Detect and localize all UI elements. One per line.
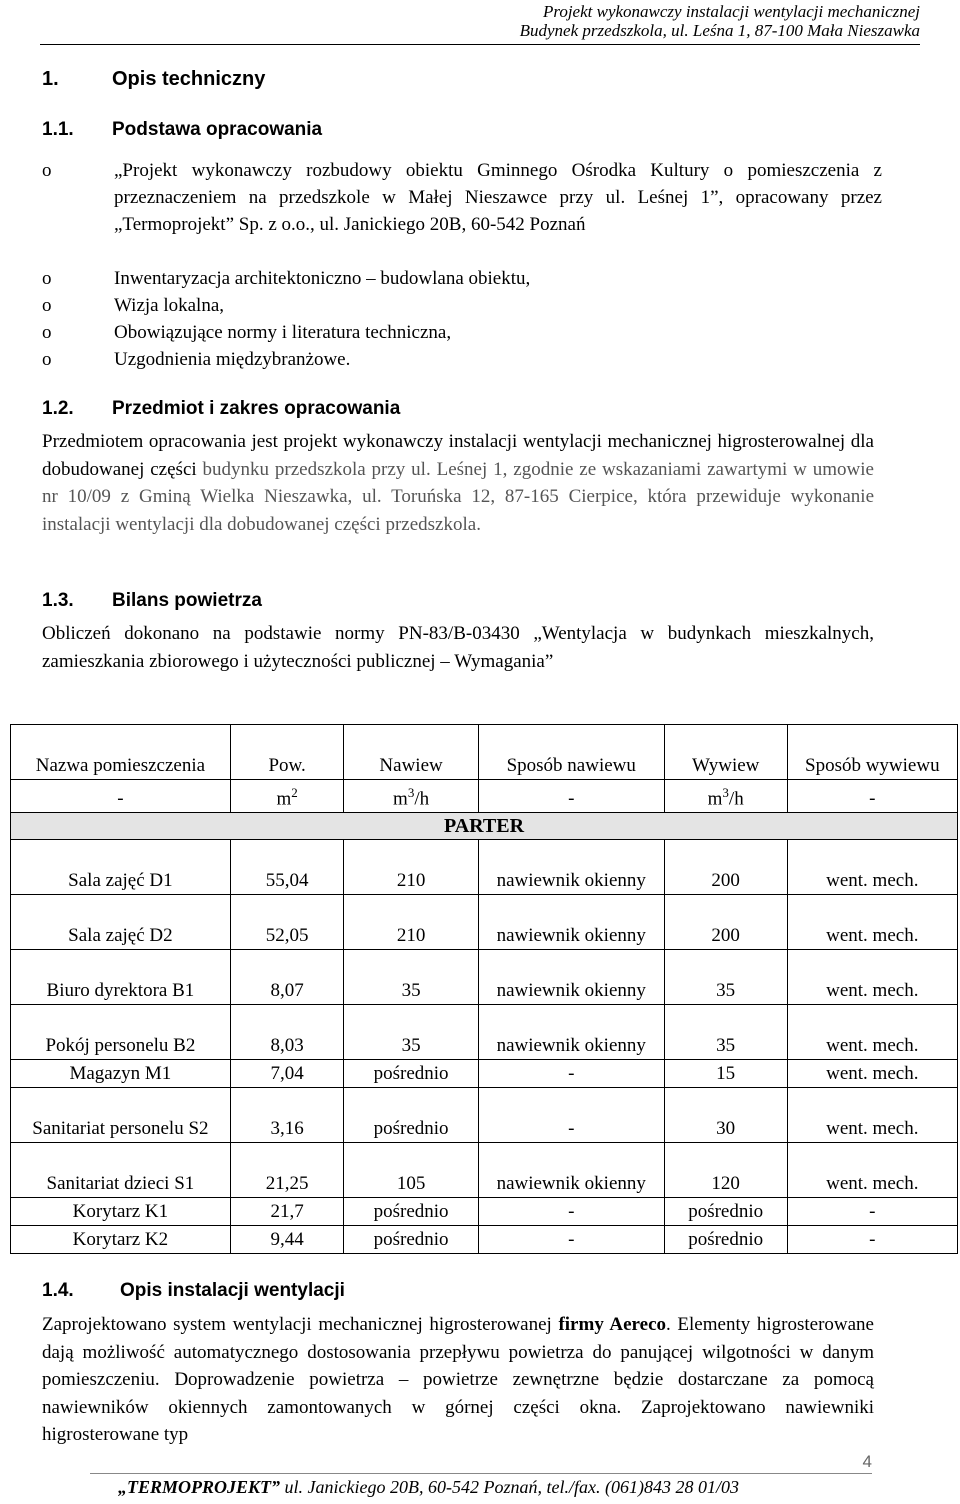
table-cell: pośrednio <box>344 1060 478 1088</box>
table-cell: went. mech. <box>787 1143 957 1198</box>
unit-cell: $m^3/h$ <box>664 780 787 813</box>
table-cell: 15 <box>664 1060 787 1088</box>
table-cell: went. mech. <box>787 1005 957 1060</box>
section-heading-1-4 <box>42 1280 345 1302</box>
table-body <box>11 840 958 1254</box>
header-cell: Nawiew <box>344 725 478 780</box>
table-cell: 210 <box>344 895 478 950</box>
unit-cell: $m^2$ <box>230 780 344 813</box>
table-cell: Sanitariat dzieci S1 <box>11 1143 231 1198</box>
table-cell: 52,05 <box>230 895 344 950</box>
page-header <box>520 2 920 40</box>
header-cell: Sposób wywiewu <box>787 725 957 780</box>
table-cell: 7,04 <box>230 1060 344 1088</box>
table-cell: Sala zajęć D2 <box>11 895 231 950</box>
table-row <box>11 1226 958 1254</box>
section-heading-1-2 <box>42 398 400 420</box>
table-cell: 8,07 <box>230 950 344 1005</box>
table-row <box>11 1198 958 1226</box>
table-cell: pośrednio <box>344 1088 478 1143</box>
table-cell: Biuro dyrektora B1 <box>11 950 231 1005</box>
paragraph-text-bold: firmy Aereco <box>558 1314 667 1335</box>
paragraph-text-gray: budynku przedszkola przy ul. Leśnej 1, zgodnie ze wskazaniami zawartymi w umowie nr 10/09 z Gminą Wielka Nieszawka, ul. Toruńska 12, 87-165 Cierpice, która przewiduje wykonanie instalacji wentylacji dla dobudowanej części przedszkola. <box>42 458 874 535</box>
table-cell: nawiewnik okienny <box>478 1143 664 1198</box>
section-number: 1.1. <box>42 119 74 140</box>
table-cell: 35 <box>344 950 478 1005</box>
table-cell: 3,16 <box>230 1088 344 1143</box>
table-cell: pośrednio <box>344 1226 478 1254</box>
table-cell: 8,03 <box>230 1005 344 1060</box>
section-number: 1.4. <box>42 1280 74 1301</box>
paragraph-text: Zaprojektowano system wentylacji mechanicznej higrosterowanej <box>42 1314 559 1335</box>
header-cell: Pow. <box>230 725 344 780</box>
table-cell: went. mech. <box>787 840 957 895</box>
footer-rule <box>90 1473 872 1474</box>
unit-cell: - <box>787 780 957 813</box>
list-item-text: Wizja lokalna, <box>114 295 225 316</box>
header-cell: Nazwa pomieszczenia <box>11 725 231 780</box>
table-cell: Pokój personelu B2 <box>11 1005 231 1060</box>
section-title: Podstawa opracowania <box>112 119 323 140</box>
table-units-row <box>11 780 958 813</box>
page-footer <box>118 1477 739 1498</box>
unit-cell: - <box>11 780 231 813</box>
list-item <box>42 292 882 319</box>
table-cell: - <box>478 1060 664 1088</box>
list-item-text: Inwentaryzacja architektoniczno – budowlana obiektu, <box>114 268 531 289</box>
table-cell: nawiewnik okienny <box>478 950 664 1005</box>
table-cell: pośrednio <box>664 1198 787 1226</box>
table-cell: nawiewnik okienny <box>478 1005 664 1060</box>
table-cell: 30 <box>664 1088 787 1143</box>
list-item-text: Obowiązujące normy i literatura techniczna, <box>114 322 452 343</box>
header-cell: Sposób nawiewu <box>478 725 664 780</box>
list-item-text: „Projekt wykonawczy rozbudowy obiektu Gminnego Ośrodka Kultury o pomieszczenia z przeznaczeniem na przedszkole w Małej Nieszawce przy ul. Leśnej 1”, opracowany przez „Termoprojekt” Sp. z o.o., ul. Janickiego 20B, 60-542 Poznań <box>114 160 882 235</box>
table-cell: 210 <box>344 840 478 895</box>
section-number: 1.2. <box>42 398 74 419</box>
table-cell: 21,25 <box>230 1143 344 1198</box>
section-heading-1-1 <box>42 119 322 141</box>
footer-company: „TERMOPROJEKT” <box>118 1477 281 1497</box>
table-cell: 55,04 <box>230 840 344 895</box>
paragraph-air-balance <box>42 620 874 675</box>
unit-cell: - <box>478 780 664 813</box>
page-number: 4 <box>862 1452 872 1471</box>
section-title: Opis instalacji wentylacji <box>120 1280 345 1301</box>
table-cell: 120 <box>664 1143 787 1198</box>
section-title: Opis techniczny <box>112 68 266 90</box>
table-cell: - <box>787 1226 957 1254</box>
table-cell: Sanitariat personelu S2 <box>11 1088 231 1143</box>
list-item <box>42 319 882 346</box>
table-row <box>11 950 958 1005</box>
table-row <box>11 1143 958 1198</box>
section-number: 1.3. <box>42 590 74 611</box>
table-cell: 9,44 <box>230 1226 344 1254</box>
bullet-mark: o <box>42 295 52 316</box>
list-item-text: Uzgodnienia międzybranżowe. <box>114 349 351 370</box>
table-row <box>11 1088 958 1143</box>
table-row <box>11 840 958 895</box>
header-cell: Wywiew <box>664 725 787 780</box>
table-cell: - <box>478 1226 664 1254</box>
table-cell: 35 <box>344 1005 478 1060</box>
unit-cell: $m^3/h$ <box>344 780 478 813</box>
table-cell: Magazyn M1 <box>11 1060 231 1088</box>
table-cell: went. mech. <box>787 950 957 1005</box>
table-cell: went. mech. <box>787 1088 957 1143</box>
table-cell: nawiewnik okienny <box>478 895 664 950</box>
table-cell: Korytarz K1 <box>11 1198 231 1226</box>
header-line-1: Projekt wykonawczy instalacji wentylacji mechanicznej <box>542 2 920 21</box>
section-number: 1. <box>42 68 59 90</box>
table-section-row <box>11 813 958 840</box>
list-item <box>42 157 882 238</box>
section-label: PARTER <box>11 813 958 840</box>
bullet-mark: o <box>42 268 52 289</box>
bullet-mark: o <box>42 349 52 370</box>
section-title: Bilans powietrza <box>112 590 262 611</box>
table-row <box>11 895 958 950</box>
table-cell: pośrednio <box>344 1198 478 1226</box>
table-cell: nawiewnik okienny <box>478 840 664 895</box>
table-cell: - <box>478 1198 664 1226</box>
table-row <box>11 1005 958 1060</box>
footer-address: ul. Janickiego 20B, 60-542 Poznań, tel./fax. (061)843 28 01/03 <box>280 1477 739 1497</box>
table-cell: 35 <box>664 950 787 1005</box>
table-cell: 200 <box>664 840 787 895</box>
table-cell: went. mech. <box>787 895 957 950</box>
table-cell: 35 <box>664 1005 787 1060</box>
header-line-2: Budynek przedszkola, ul. Leśna 1, 87-100 Mała Nieszawka <box>519 21 920 40</box>
table-cell: Sala zajęć D1 <box>11 840 231 895</box>
table-header-row <box>11 725 958 780</box>
table-cell: 200 <box>664 895 787 950</box>
table-cell: 105 <box>344 1143 478 1198</box>
table-cell: went. mech. <box>787 1060 957 1088</box>
section-heading-1-3 <box>42 590 262 612</box>
table-cell: pośrednio <box>664 1226 787 1254</box>
table-cell: - <box>478 1088 664 1143</box>
paragraph-text: Przedmiotem opracowania jest projekt wykonawczy instalacji wentylacji mechanicznej higrosterowalnej dla dobudowanej części <box>42 431 874 480</box>
list-item <box>42 346 882 373</box>
paragraph-text: Obliczeń dokonano na podstawie normy PN-83/B-03430 „Wentylacja w budynkach mieszkalnych, zamieszkania zbiorowego i użyteczności publicznej – Wymagania” <box>42 623 874 672</box>
bullet-mark: o <box>42 322 52 343</box>
bullet-mark: o <box>42 160 52 181</box>
table-cell: 21,7 <box>230 1198 344 1226</box>
paragraph-installation <box>42 1311 874 1449</box>
table-row <box>11 1060 958 1088</box>
paragraph-text: . Elementy higrosterowane dają możliwość automatycznego dostosowania przepływu powietrza do panującej wilgotności w danym pomieszczeniu. Doprowadzenie powietrza – powietrze zewnętrzne będzie dostarczane za pomocą nawiewników okiennych zamontowanych w górnej części okna. Zaprojektowano nawiewniki higrosterowane typ <box>42 1314 874 1445</box>
table-cell: Korytarz K2 <box>11 1226 231 1254</box>
air-balance-table <box>10 724 958 1254</box>
table-cell: - <box>787 1198 957 1226</box>
section-heading-1 <box>42 68 265 91</box>
paragraph-scope <box>42 428 874 538</box>
header-rule <box>40 44 920 45</box>
list-item <box>42 265 882 292</box>
section-title: Przedmiot i zakres opracowania <box>112 398 401 419</box>
